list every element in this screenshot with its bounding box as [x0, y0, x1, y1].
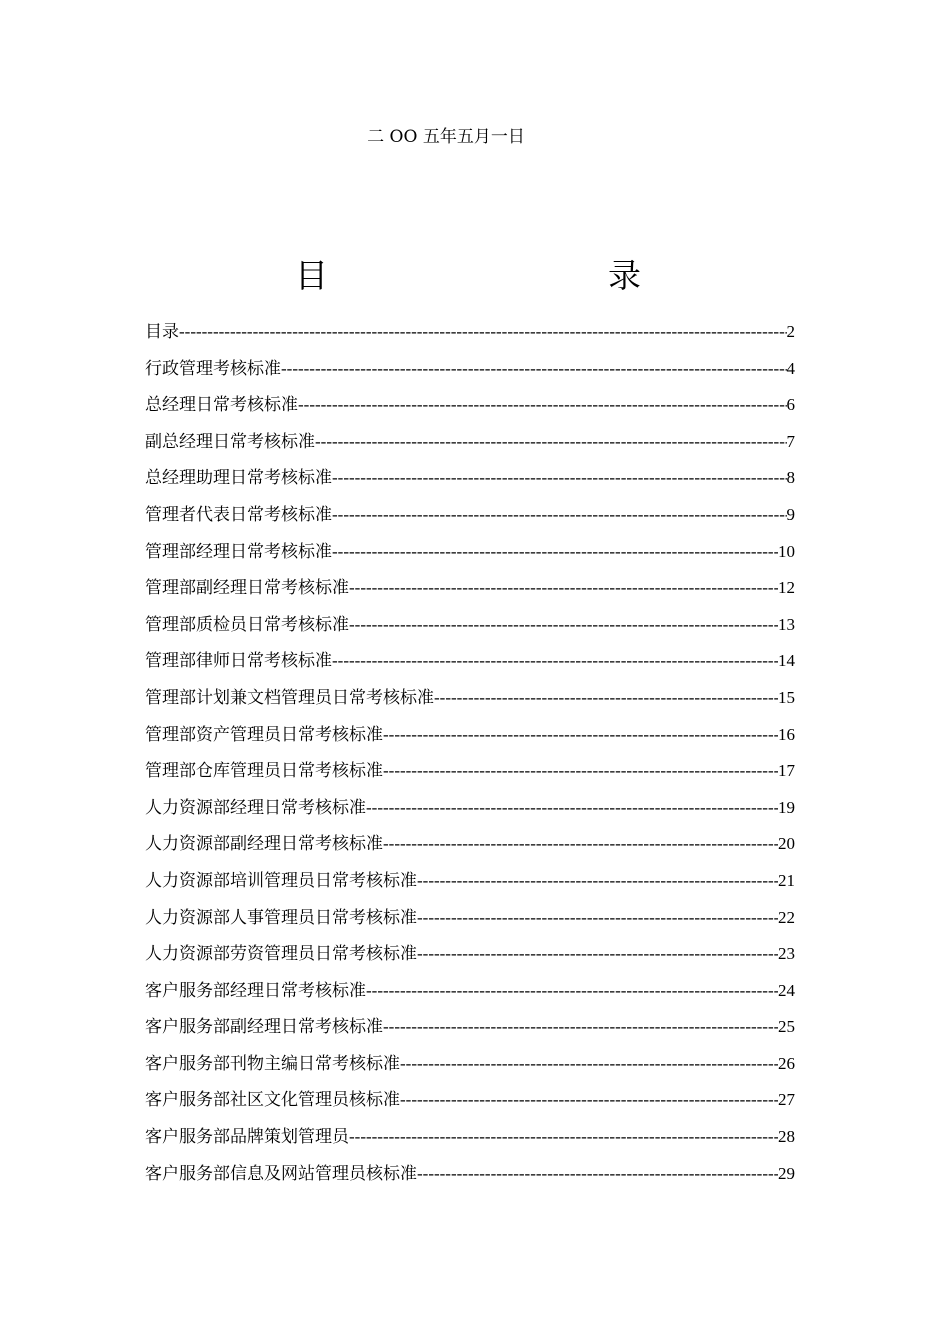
toc-dot-leader — [400, 1087, 778, 1113]
toc-entry-page: 12 — [778, 578, 795, 598]
toc-dot-leader — [332, 502, 787, 528]
toc-entry-title: 总经理助理日常考核标准 — [145, 468, 332, 489]
toc-entry-title: 管理部质检员日常考核标准 — [145, 614, 349, 635]
toc-entry-page: 7 — [786, 431, 795, 451]
toc-heading-char-1: 目 — [295, 256, 328, 295]
toc-entry[interactable] — [145, 1051, 795, 1088]
document-date: 二 OO 五年五月一日 — [367, 127, 525, 147]
toc-dot-leader — [383, 831, 778, 857]
toc-entry-page: 28 — [778, 1127, 795, 1147]
toc-entry-title: 管理部仓库管理员日常考核标准 — [145, 761, 383, 782]
toc-entry-title: 客户服务部经理日常考核标准 — [145, 980, 366, 1001]
toc-entry-title: 客户服务部品牌策划管理员 — [145, 1127, 349, 1148]
toc-entry[interactable] — [145, 1014, 795, 1051]
toc-entry-title: 管理部经理日常考核标准 — [145, 541, 332, 562]
toc-entry[interactable] — [145, 465, 795, 502]
toc-entry[interactable] — [145, 319, 795, 356]
toc-entry-title: 管理部计划兼文档管理员日常考核标准 — [145, 687, 434, 708]
toc-entry[interactable] — [145, 905, 795, 942]
toc-entry-title: 客户服务部刊物主编日常考核标准 — [145, 1053, 400, 1074]
toc-entry-title: 目录 — [145, 322, 179, 342]
toc-dot-leader — [383, 758, 778, 784]
toc-entry-title: 管理部律师日常考核标准 — [145, 651, 332, 672]
toc-entry-page: 9 — [786, 504, 795, 524]
toc-dot-leader — [434, 685, 778, 711]
toc-entry-title: 副总经理日常考核标准 — [145, 431, 315, 452]
toc-dot-leader — [417, 941, 778, 967]
toc-entry-page: 17 — [778, 761, 795, 781]
toc-entry[interactable] — [145, 575, 795, 612]
toc-dot-leader — [366, 795, 778, 821]
toc-dot-leader — [383, 722, 778, 748]
toc-dot-leader — [332, 648, 778, 674]
toc-entry-page: 15 — [778, 687, 795, 707]
toc-entry-title: 人力资源部培训管理员日常考核标准 — [145, 870, 417, 891]
toc-entry-page: 20 — [778, 834, 795, 854]
toc-entry-page: 27 — [778, 1090, 795, 1110]
toc-entry[interactable] — [145, 758, 795, 795]
toc-dot-leader — [315, 429, 787, 455]
toc-entry[interactable] — [145, 392, 795, 429]
toc-entry-title: 管理部资产管理员日常考核标准 — [145, 724, 383, 745]
toc-entry[interactable] — [145, 539, 795, 576]
table-of-contents — [145, 319, 795, 1197]
toc-entry-page: 22 — [778, 907, 795, 927]
toc-dot-leader — [281, 356, 787, 382]
toc-entry-page: 19 — [778, 797, 795, 817]
toc-dot-leader — [383, 1014, 778, 1040]
toc-entry[interactable] — [145, 978, 795, 1015]
toc-entry[interactable] — [145, 502, 795, 539]
toc-dot-leader — [349, 1124, 778, 1150]
toc-entry-page: 23 — [778, 944, 795, 964]
toc-entry-title: 管理部副经理日常考核标准 — [145, 578, 349, 599]
toc-dot-leader — [349, 575, 778, 601]
toc-entry-title: 总经理日常考核标准 — [145, 395, 298, 416]
toc-entry[interactable] — [145, 648, 795, 685]
toc-entry-page: 2 — [786, 322, 795, 341]
toc-entry[interactable] — [145, 722, 795, 759]
toc-dot-leader — [349, 612, 778, 638]
toc-entry[interactable] — [145, 831, 795, 868]
toc-entry-title: 人力资源部经理日常考核标准 — [145, 797, 366, 818]
toc-dot-leader — [417, 905, 778, 931]
toc-entry-page: 21 — [778, 870, 795, 890]
toc-entry[interactable] — [145, 356, 795, 393]
toc-entry-page: 26 — [778, 1053, 795, 1073]
toc-entry[interactable] — [145, 941, 795, 978]
toc-entry[interactable] — [145, 685, 795, 722]
toc-entry-page: 4 — [786, 358, 795, 378]
toc-entry[interactable] — [145, 1087, 795, 1124]
toc-dot-leader — [332, 539, 778, 565]
toc-dot-leader — [417, 1161, 778, 1187]
toc-entry-title: 行政管理考核标准 — [145, 358, 281, 379]
toc-entry[interactable] — [145, 1161, 795, 1198]
toc-dot-leader — [417, 868, 778, 894]
toc-dot-leader — [366, 978, 778, 1004]
toc-entry-title: 客户服务部社区文化管理员核标准 — [145, 1090, 400, 1111]
toc-entry-page: 6 — [786, 395, 795, 415]
toc-entry-page: 16 — [778, 724, 795, 744]
toc-entry[interactable] — [145, 1124, 795, 1161]
toc-dot-leader — [332, 465, 787, 491]
toc-entry[interactable] — [145, 612, 795, 649]
toc-entry[interactable] — [145, 429, 795, 466]
toc-entry[interactable] — [145, 795, 795, 832]
toc-entry-title: 人力资源部劳资管理员日常考核标准 — [145, 944, 417, 965]
toc-heading — [0, 256, 950, 300]
toc-dot-leader — [179, 319, 787, 345]
toc-entry-page: 14 — [778, 651, 795, 671]
toc-entry-title: 管理者代表日常考核标准 — [145, 504, 332, 525]
toc-entry-title: 人力资源部副经理日常考核标准 — [145, 834, 383, 855]
toc-entry-page: 25 — [778, 1017, 795, 1037]
toc-entry-page: 29 — [778, 1163, 795, 1183]
toc-dot-leader — [400, 1051, 778, 1077]
toc-heading-char-2: 录 — [608, 256, 641, 295]
toc-entry-title: 客户服务部副经理日常考核标准 — [145, 1017, 383, 1038]
toc-entry[interactable] — [145, 868, 795, 905]
toc-entry-page: 13 — [778, 614, 795, 634]
toc-entry-title: 客户服务部信息及网站管理员核标准 — [145, 1163, 417, 1184]
toc-entry-title: 人力资源部人事管理员日常考核标准 — [145, 907, 417, 928]
toc-dot-leader — [298, 392, 787, 418]
toc-entry-page: 10 — [778, 541, 795, 561]
toc-entry-page: 8 — [786, 468, 795, 488]
toc-entry-page: 24 — [778, 980, 795, 1000]
